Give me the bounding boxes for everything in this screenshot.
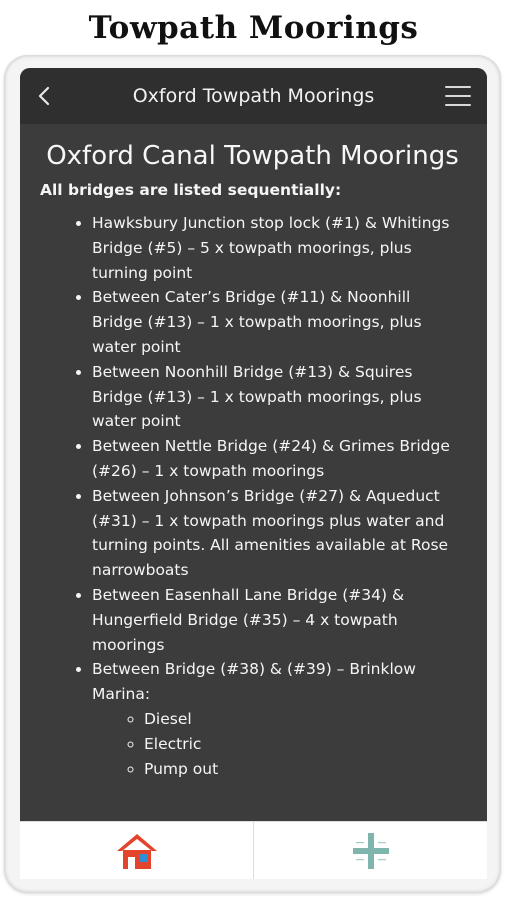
list-item-text: Between Bridge (#38) & (#39) – Brinklow Marina: [92, 660, 416, 704]
bottom-nav [20, 821, 487, 879]
chevron-left-icon [37, 86, 51, 106]
intro-text: All bridges are listed sequentially: [40, 181, 342, 199]
app-header [20, 68, 487, 124]
page-heading: Towpath Moorings [88, 10, 419, 46]
menu-button[interactable] [445, 86, 471, 106]
header-title: Oxford Towpath Moorings [132, 85, 375, 107]
list-item: • Between Nettle Bridge (#24) & Grimes Bridge (#26) – 1 x towpath moorings [92, 434, 465, 484]
app-screen [20, 68, 487, 878]
moorings-list [40, 211, 465, 781]
sub-list-item: ◦ Diesel [144, 707, 465, 732]
list-item: • Between Johnson’s Bridge (#27) & Aqueduct (#31) – 1 x towpath moorings plus water and turning points. All amenities available at Rose narrowboats [92, 484, 465, 583]
content-area [20, 124, 487, 781]
sub-list-item: ◦ Pump out [144, 757, 465, 782]
list-item: • Between Easenhall Lane Bridge (#34) & Hungerfield Bridge (#35) – 4 x towpath moorings [92, 583, 465, 657]
home-icon [114, 831, 160, 871]
add-plus-icon [348, 831, 394, 871]
sub-list-item: ◦ Electric [144, 732, 465, 757]
content-title: Oxford Canal Towpath Moorings [46, 141, 459, 171]
marina-amenities-list [92, 707, 465, 781]
list-item: • Between Cater’s Bridge (#11) & Noonhill Bridge (#13) – 1 x towpath moorings, plus water point [92, 285, 465, 359]
add-tab[interactable] [253, 822, 487, 879]
list-item: • Hawksbury Junction stop lock (#1) & Whitings Bridge (#5) – 5 x towpath moorings, plus turning point [92, 211, 465, 285]
list-item: • Between Noonhill Bridge (#13) & Squires Bridge (#13) – 1 x towpath moorings, plus water point [92, 360, 465, 434]
home-tab[interactable] [20, 822, 253, 879]
back-button[interactable] [24, 68, 64, 124]
list-item [92, 657, 465, 781]
hamburger-menu-icon [445, 86, 471, 88]
